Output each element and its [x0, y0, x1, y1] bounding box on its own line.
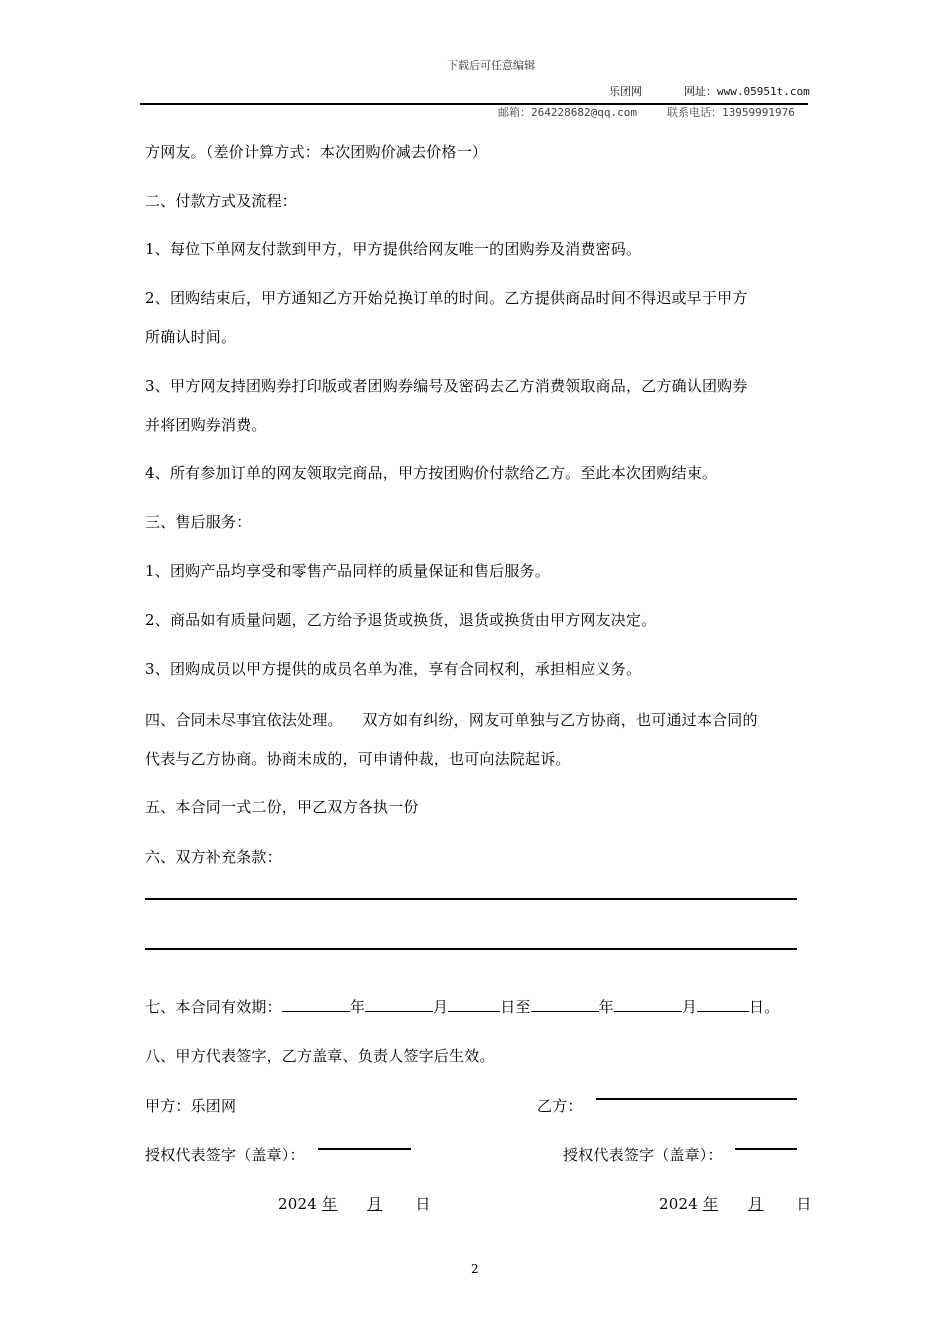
auth-a-signature-line — [318, 1148, 411, 1150]
party-b-signature-line — [596, 1098, 797, 1100]
month-label-end: 月 — [681, 998, 698, 1016]
section-4-line-1: 四、合同未尽事宜依法处理。 双方如有纠纷，网友可单独与乙方协商，也可通过本合同的 — [145, 711, 758, 729]
month-blank-start — [365, 995, 433, 1012]
paragraph-price-note: 方网友。（差价计算方式：本次团购价减去价格一） — [145, 143, 488, 161]
download-note: 下载后可任意编辑 — [447, 59, 535, 72]
month-blank-end — [614, 995, 682, 1012]
auth-b-label: 授权代表签字（盖章）： — [563, 1146, 723, 1164]
section-7-prefix: 七、本合同有效期： — [145, 998, 282, 1016]
section-2-item-3-line-2: 并将团购券消费。 — [145, 416, 267, 434]
month-label-start: 月 — [433, 998, 449, 1016]
section-3-item-1: 1、团购产品均享受和零售产品同样的质量保证和售后服务。 — [145, 562, 550, 580]
year-blank-start — [282, 995, 350, 1012]
auth-b-signature-line — [735, 1148, 797, 1150]
day-blank-end — [697, 995, 749, 1012]
day-label-end: 日。 — [749, 998, 780, 1016]
supplement-blank-line-1 — [145, 898, 797, 900]
section-7-validity — [145, 995, 779, 1017]
section-3-item-2: 2、商品如有质量问题，乙方给予退货或换货，退货或换货由甲方网友决定。 — [145, 611, 657, 629]
header-website: 网址：www.05951t.com — [684, 85, 810, 98]
section-2-item-1: 1、每位下单网友付款到甲方，甲方提供给网友唯一的团购券及消费密码。 — [145, 240, 642, 258]
date-a-year: 2024 — [278, 1195, 317, 1213]
party-b-label: 乙方： — [537, 1097, 583, 1115]
date-a — [278, 1193, 431, 1214]
supplement-blank-line-2 — [145, 948, 797, 950]
date-b-month-char: 月 — [748, 1195, 764, 1213]
year-blank-end — [531, 995, 599, 1012]
header-email: 邮箱：264228682@qq.com — [498, 106, 637, 119]
section-3-item-3: 3、团购成员以甲方提供的成员名单为准，享有合同权利，承担相应义务。 — [145, 660, 642, 678]
section-3-title: 三、售后服务： — [145, 513, 252, 531]
day-blank-start — [448, 995, 500, 1012]
section-2-item-4: 4、所有参加订单的网友领取完商品，甲方按团购价付款给乙方。至此本次团购结束。 — [145, 464, 718, 482]
section-6-title: 六、双方补充条款： — [145, 848, 282, 866]
date-b-year: 2024 — [659, 1195, 698, 1213]
page-number: 2 — [471, 1262, 479, 1276]
section-2-title: 二、付款方式及流程： — [145, 192, 298, 210]
date-b-day-char: 日 — [796, 1195, 812, 1213]
year-label-end: 年 — [598, 998, 614, 1016]
day-label-to: 日至 — [500, 998, 531, 1016]
date-a-year-char: 年 — [321, 1195, 338, 1213]
year-label-start: 年 — [349, 998, 366, 1016]
section-8: 八、甲方代表签字，乙方盖章、负责人签字后生效。 — [145, 1047, 495, 1065]
section-5: 五、本合同一式二份，甲乙双方各执一份 — [145, 798, 419, 816]
section-2-item-3-line-1: 3、甲方网友持团购券打印版或者团购券编号及密码去乙方消费领取商品，乙方确认团购券 — [145, 377, 748, 395]
date-b — [659, 1193, 812, 1214]
header-phone: 联系电话：13959991976 — [667, 106, 795, 119]
section-4-line-2: 代表与乙方协商。协商未成的，可申请仲裁，也可向法院起诉。 — [145, 750, 571, 768]
section-2-item-2-line-1: 2、团购结束后，甲方通知乙方开始兑换订单的时间。乙方提供商品时间不得迟或早于甲方 — [145, 289, 748, 307]
date-a-month-char: 月 — [367, 1195, 383, 1213]
header-brand: 乐团网 — [609, 85, 642, 98]
date-a-day-char: 日 — [415, 1195, 431, 1213]
auth-a-label: 授权代表签字（盖章）： — [145, 1146, 305, 1164]
party-a: 甲方：乐团网 — [145, 1097, 237, 1115]
date-b-year-char: 年 — [702, 1195, 719, 1213]
section-2-item-2-line-2: 所确认时间。 — [145, 328, 237, 346]
